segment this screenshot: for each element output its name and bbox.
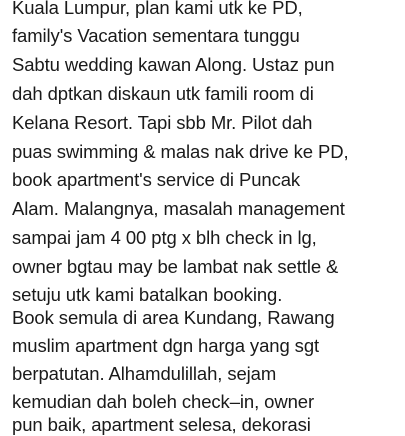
text-line: owner bgtau may be lambat nak settle & — [12, 256, 339, 277]
text-line: Kuala Lumpur, plan kami utk ke PD, — [12, 0, 303, 18]
text-line: muslim apartment dgn harga yang sgt — [12, 335, 320, 356]
text-line: Alam. Malangnya, masalah management — [12, 198, 345, 219]
text-line: book apartment's service di Puncak — [12, 169, 301, 190]
text-line: berpatutan. Alhamdulillah, sejam — [12, 363, 277, 384]
text-line: puas swimming & malas nak drive ke PD, — [12, 141, 349, 162]
text-line: family's Vacation sementara tunggu — [12, 25, 300, 46]
text-line: pun baik, apartment selesa, dekorasi — [12, 414, 311, 435]
text-line: sampai jam 4 00 ptg x blh check in lg, — [12, 227, 317, 248]
text-line: Kelana Resort. Tapi sbb Mr. Pilot dah — [12, 112, 313, 133]
text-line: Sabtu wedding kawan Along. Ustaz pun — [12, 54, 335, 75]
text-line: kemudian dah boleh check–in, owner — [12, 391, 315, 412]
text-line: setuju utk kami batalkan booking. — [12, 284, 283, 305]
text-line: Book semula di area Kundang, Rawang — [12, 307, 335, 328]
text-line: dah dptkan diskaun utk famili room di — [12, 83, 314, 104]
